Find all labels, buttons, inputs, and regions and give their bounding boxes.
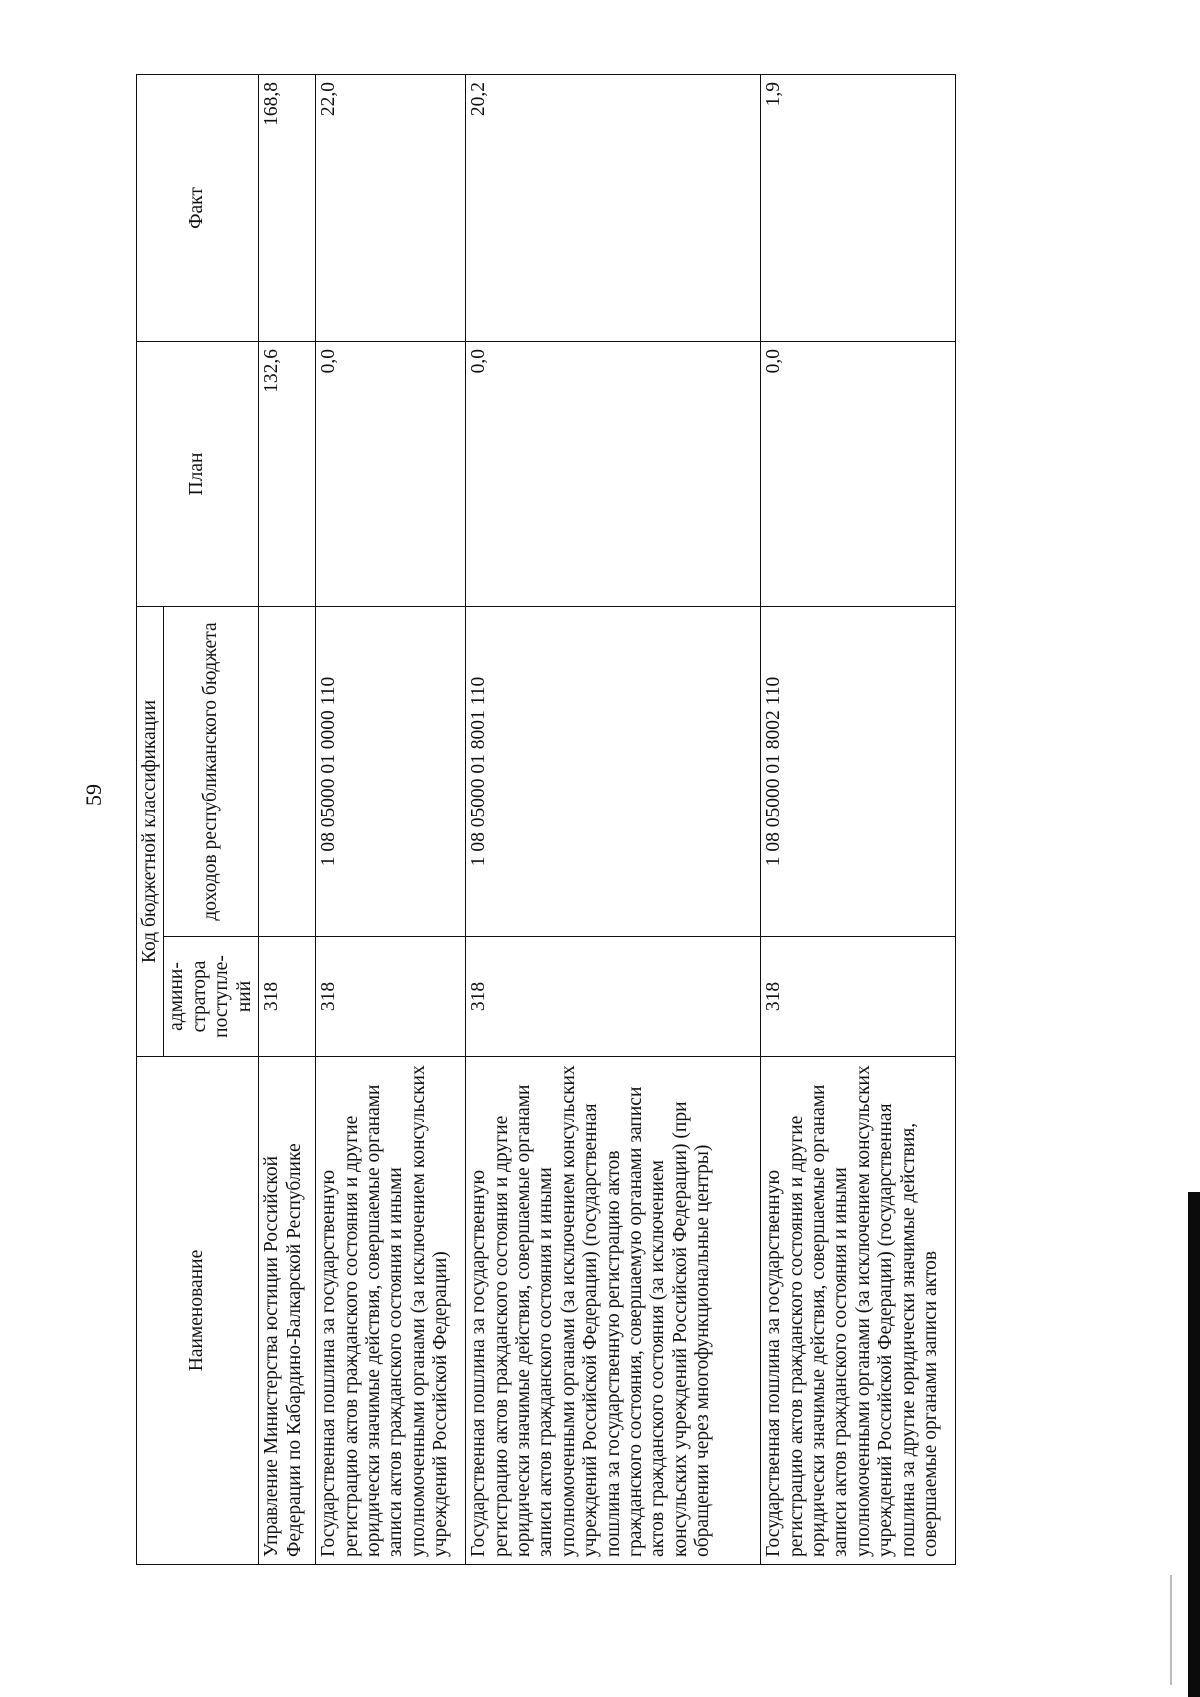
row-income-code: 1 08 05000 01 0000 110 [316, 607, 466, 937]
table-row [466, 75, 761, 1565]
row-name: Управление Министерства юстиции Российской Федерации по Кабардино-Балкарской Республике [259, 1057, 316, 1565]
row-income-code [259, 607, 316, 937]
table-row [259, 75, 316, 1565]
row-admin-code: 318 [316, 937, 466, 1057]
row-income-code: 1 08 05000 01 8001 110 [466, 607, 761, 937]
table-row [761, 75, 956, 1565]
header-name: Наименование [137, 1057, 259, 1565]
row-admin-code: 318 [761, 937, 956, 1057]
budget-table [136, 74, 956, 1565]
rotated-table-area [136, 75, 1086, 1565]
header-admin: админи-стратора поступле-ний [164, 937, 259, 1057]
row-fact: 168,8 [259, 75, 316, 342]
row-name: Государственная пошлина за государственную регистрацию актов гражданского состояния и другие юридически значимые действия, совершаемые органами записи актов гражданского состояния и иными уполномоченными органами (за исключением консульских учреждений Российской Федерации) [316, 1057, 466, 1565]
row-name: Государственная пошлина за государственную регистрацию актов гражданского состояния и другие юридически значимые действия, совершаемые органами записи актов гражданского состояния и иными уполномоченными органами (за исключением консульских учреждений Российской Федерации) (государственная пошлина за другие юридически значимые действия, совершаемые органами записи актов [761, 1057, 956, 1565]
header-code-group: Код бюджетной классификации [137, 607, 164, 1057]
page-number: 59 [81, 784, 106, 806]
header-plan: План [137, 342, 259, 607]
table-row [316, 75, 466, 1565]
row-name: Государственная пошлина за государственную регистрацию актов гражданского состояния и другие юридически значимые действия, совершаемые органами записи актов гражданского состояния и иными уполномоченными органами (за исключением консульских учреждений Российской Федерации) (государственная пошлина за государственную регистрацию актов гражданского состояния, совершаемую органами записи актов гражданского состояния (за исключением консульских учреждений Российской Федерации) (при обращении через многофункциональные центры) [466, 1057, 761, 1565]
row-admin-code: 318 [259, 937, 316, 1057]
table-container [136, 75, 1086, 1565]
row-plan: 0,0 [761, 342, 956, 607]
header-fact: Факт [137, 75, 259, 342]
row-plan: 132,6 [259, 342, 316, 607]
row-fact: 22,0 [316, 75, 466, 342]
row-fact: 1,9 [761, 75, 956, 342]
scan-border-line [1170, 1575, 1172, 1685]
header-income: доходов республиканского бюджета [164, 607, 259, 937]
scan-border-edge [1188, 1192, 1200, 1697]
row-fact: 20,2 [466, 75, 761, 342]
row-plan: 0,0 [316, 342, 466, 607]
row-admin-code: 318 [466, 937, 761, 1057]
row-income-code: 1 08 05000 01 8002 110 [761, 607, 956, 937]
row-plan: 0,0 [466, 342, 761, 607]
